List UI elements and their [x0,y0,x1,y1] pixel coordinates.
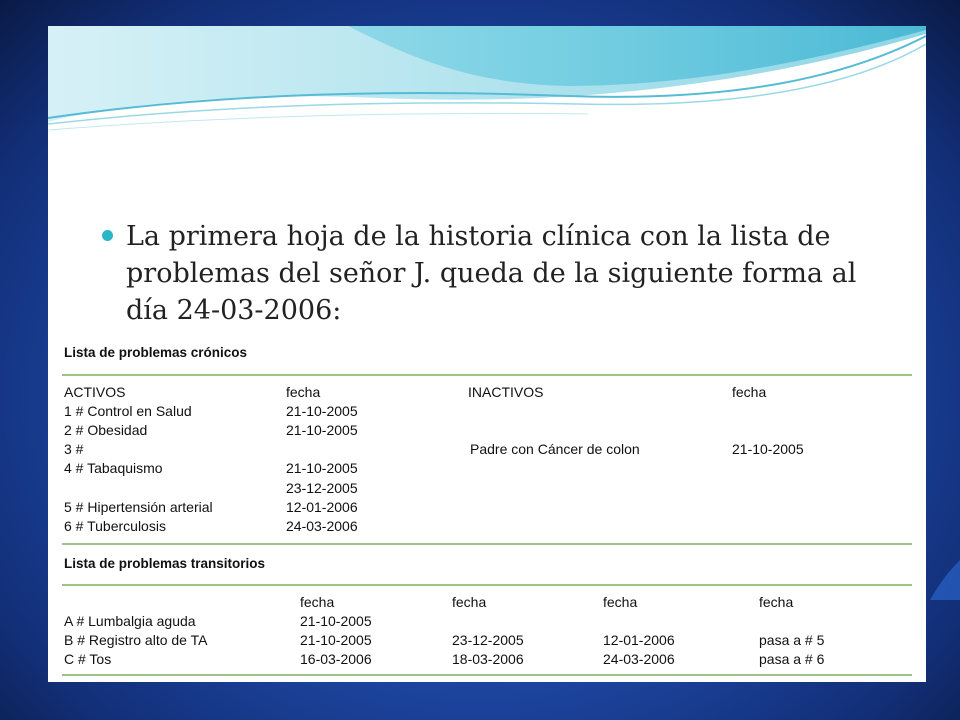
active-problem-date: 23-12-2005 [286,480,358,496]
header-active: ACTIVOS [64,384,126,400]
transient-problem-outcome: pasa a # 5 [759,632,825,648]
active-problem-date: 21-10-2005 [286,460,358,476]
transient-problem-outcome: pasa a # 6 [759,651,825,667]
inactive-problem-label: Padre con Cáncer de colon [470,441,640,457]
transient-problem-label: A # Lumbalgia aguda [64,613,196,629]
chronic-section-title: Lista de problemas crónicos [64,345,248,360]
transient-problem-date: 18-03-2006 [452,651,524,667]
active-problem-label: 4 # Tabaquismo [64,460,163,476]
header-date: fecha [732,384,767,400]
transient-problem-date: 24-03-2006 [603,651,675,667]
slide [48,26,926,682]
divider [62,543,912,545]
header-inactive: INACTIVOS [468,384,544,400]
header-date: fecha [286,384,321,400]
transient-problem-date: 21-10-2005 [300,613,372,629]
divider [62,374,912,376]
active-problem-label: 3 # [64,441,84,457]
transient-problem-label: B # Registro alto de TA [64,632,208,648]
header-date: fecha [452,594,487,610]
transient-problem-date: 16-03-2006 [300,651,372,667]
active-problem-label: 5 # Hipertensión arterial [64,499,213,515]
divider [62,584,912,586]
active-problem-date: 24-03-2006 [286,518,358,534]
bullet-text: La primera hoja de la historia clínica con la lista de problemas del señor J. queda de la siguiente forma al día 24-03-2006: [126,221,857,326]
bullet-dot-icon [102,230,113,241]
divider [62,674,912,676]
active-problem-date: 21-10-2005 [286,422,358,438]
header-date: fecha [759,594,794,610]
header-date: fecha [603,594,638,610]
active-problem-label: 6 # Tuberculosis [64,518,166,534]
background-swoosh-decoration [930,560,960,600]
active-problem-label: 1 # Control en Salud [64,403,192,419]
header-date: fecha [300,594,335,610]
transient-problem-date: 23-12-2005 [452,632,524,648]
active-problem-label: 2 # Obesidad [64,422,148,438]
problem-list-table [48,334,926,682]
transient-section-title: Lista de problemas transitorios [64,556,266,571]
bullet-point [106,218,906,329]
header-swoosh-decoration [48,26,926,156]
active-problem-date: 21-10-2005 [286,403,358,419]
transient-problem-label: C # Tos [64,651,112,667]
active-problem-date: 12-01-2006 [286,499,358,515]
transient-problem-date: 21-10-2005 [300,632,372,648]
inactive-problem-date: 21-10-2005 [732,441,804,457]
transient-problem-date: 12-01-2006 [603,632,675,648]
